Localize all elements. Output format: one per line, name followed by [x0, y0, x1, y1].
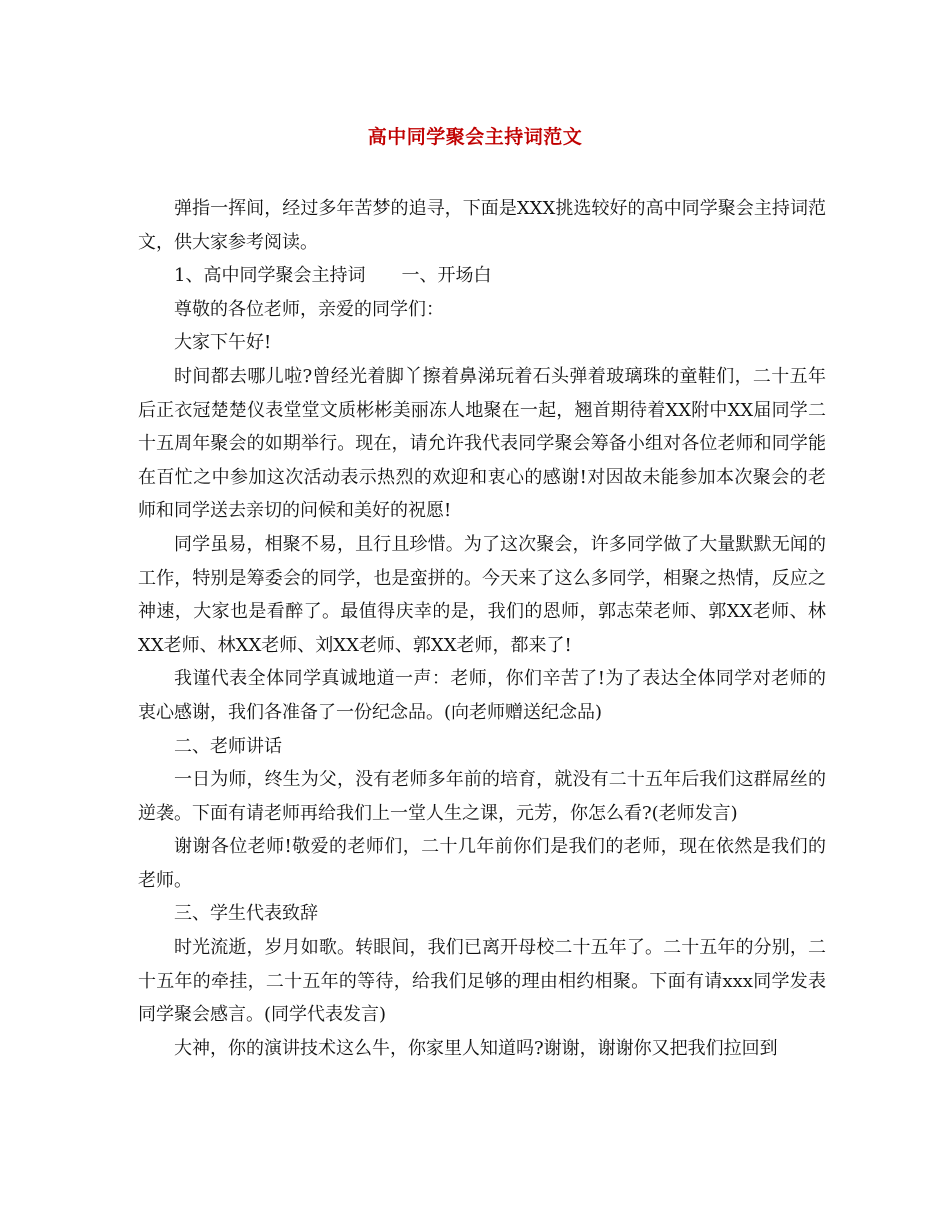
paragraph-gathering: 同学虽易，相聚不易，且行且珍惜。为了这次聚会，许多同学做了大量默默无闻的工作，特别是筹委会的同学，也是蛮拼的。今天来了这么多同学，相聚之热情，反应之神速，大家也是看醉了。最值得庆幸的是，我们的恩师，郭志荣老师、郭XX老师、林XX老师、林XX老师、刘XX老师、郭XX老师，都来了! [138, 533, 826, 656]
paragraph-greeting: 尊敬的各位老师，亲爱的同学们： [174, 298, 444, 320]
document-title: 高中同学聚会主持词范文 [367, 126, 583, 148]
section-heading-teacher-speech: 二、老师讲话 [174, 735, 282, 757]
paragraph-student-intro: 时光流逝，岁月如歌。转眼间，我们已离开母校二十五年了。二十五年的分别，二十五年的牵挂，二十五年的等待，给我们足够的理由相约相聚。下面有请xxx同学发表同学聚会感言。(同学代表发言) [138, 937, 826, 1026]
paragraph-teacher-intro: 一日为师，终生为父，没有老师多年前的培育，就没有二十五年后我们这群屌丝的逆袭。下面有请老师再给我们上一堂人生之课，元芳，你怎么看?(老师发言) [138, 769, 826, 824]
paragraph-teacher-thanks: 谢谢各位老师!敬爱的老师们，二十几年前你们是我们的老师，现在依然是我们的老师。 [138, 836, 826, 891]
paragraph-closing-fragment: 大神，你的演讲技术这么牛，你家里人知道吗?谢谢，谢谢你又把我们拉回到 [174, 1037, 778, 1059]
paragraph-good-afternoon: 大家下午好! [174, 332, 272, 354]
paragraph-intro: 弹指一挥间，经过多年苦梦的追寻，下面是XXX挑选较好的高中同学聚会主持词范文，供大家参考阅读。 [138, 198, 826, 253]
paragraph-thanks-teachers: 我谨代表全体同学真诚地道一声：老师，你们辛苦了!为了表达全体同学对老师的衷心感谢，我们各准备了一份纪念品。(向老师赠送纪念品) [138, 668, 826, 723]
section-heading-student-speech: 三、学生代表致辞 [174, 903, 318, 925]
paragraph-welcome: 时间都去哪儿啦?曾经光着脚丫擦着鼻涕玩着石头弹着玻璃珠的童鞋们，二十五年后正衣冠楚楚仪表堂堂文质彬彬美丽冻人地聚在一起，翘首期待着XX附中XX届同学二十五周年聚会的如期举行。现在，请允许我代表同学聚会筹备小组对各位老师和同学能在百忙之中参加这次活动表示热烈的欢迎和衷心的感谢!对因故未能参加本次聚会的老师和同学送去亲切的问候和美好的祝愿! [138, 365, 826, 522]
section-heading-opening: 1、高中同学聚会主持词 一、开场白 [174, 265, 492, 287]
document-body [138, 192, 826, 1065]
